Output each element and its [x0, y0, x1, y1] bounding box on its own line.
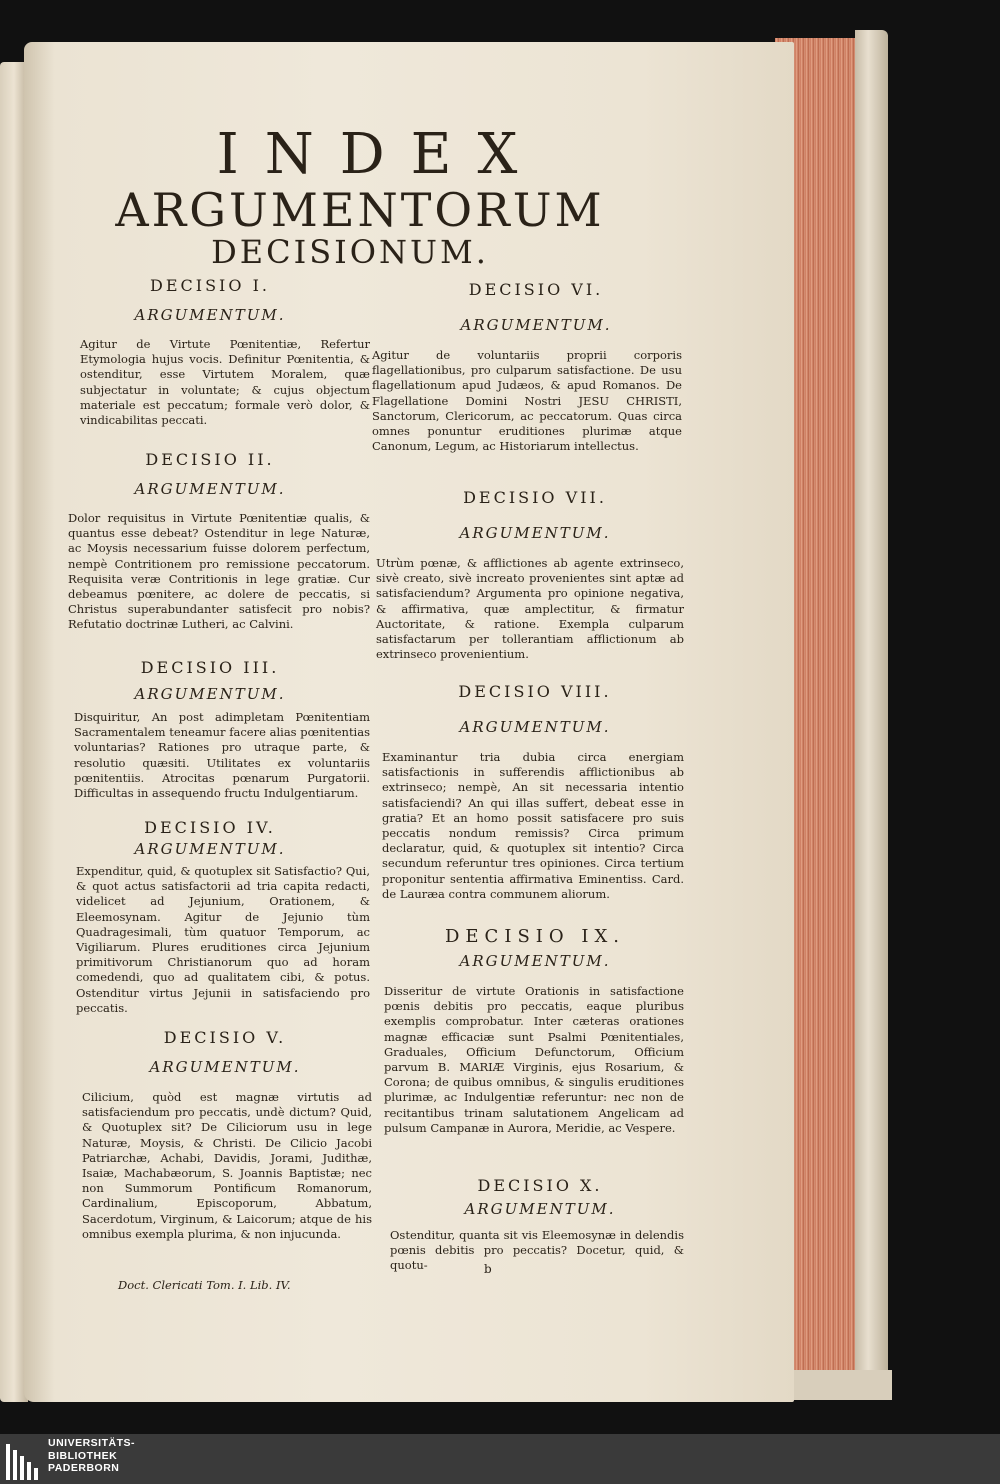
decisio-8-argument-label: ARGUMENTUM. [459, 718, 611, 736]
decisio-9-heading: DECISIO IX. [444, 926, 626, 947]
decisio-1-heading: DECISIO I. [150, 276, 270, 295]
library-logo-icon [6, 1440, 40, 1480]
decisio-7-heading: DECISIO VII. [463, 488, 607, 507]
decisio-1-text: Agitur de Virtute Pœnitentiæ, Refertur Etymologia hujus vocis. Definitur Pœnitentia, & ostenditur, esse Virtutem Moralem, quæ subjectatur in voluntate; & cujus objectum materiale est peccatum; formale verò dolor, & vindicabilitas peccati. [80, 337, 370, 428]
decisio-3-argument-label: ARGUMENTUM. [134, 685, 286, 703]
decisio-7-argument-label: ARGUMENTUM. [459, 524, 611, 542]
decisio-5-argument-label: ARGUMENTUM. [149, 1058, 301, 1076]
decisio-4-text: Expenditur, quid, & quotuplex sit Satisfactio? Qui, & quot actus satisfactorii ad tria capita redacti, videlicet ad Jejunium, Orationem, & Eleemosynam. Agitur de Jejunio tùm Quadragesimali, tùm quatuor Temporum, ac Vigiliarum. Plures eruditiones circa Jejunium primitivorum Christianorum quo ad horam comedendi, quo ad qualitatem cibi, & potus. Ostenditur virtus Jejunii in satisfaciendo pro peccatis. [76, 864, 370, 1015]
library-footer-bar [0, 1434, 1000, 1484]
library-logo-line1: UNIVERSITÄTS- [48, 1437, 136, 1449]
decisio-10-heading: DECISIO X. [477, 1176, 603, 1195]
decisio-6-text: Agitur de voluntariis proprii corporis flagellationibus, pro culparum satisfactione. De usu flagellationum apud Judæos, & apud Romanos. De Flagellatione Domini Nostri JESU CHRISTI, Sanctorum, Clericorum, ac peccatorum. Quas circa omnes ponuntur eruditiones plurimæ atque Canonum, Legum, ac Historiarum intellectus. [372, 348, 682, 454]
decisio-1-argument-label: ARGUMENTUM. [134, 306, 286, 324]
decisio-4-argument-label: ARGUMENTUM. [134, 840, 286, 858]
title-index: INDEX [216, 122, 544, 187]
library-logo-line3: PADERBORN [48, 1462, 120, 1474]
title-decisionum: DECISIONUM. [211, 233, 489, 271]
decisio-5-heading: DECISIO V. [163, 1028, 287, 1047]
decisio-9-text: Disseritur de virtute Orationis in satisfactione pœnis debitis pro peccatis, eaque pluribus exemplis comprobatur. Inter cæteras orationes magnæ efficaciæ sunt Psalmi Pœnitentiales, Graduales, Officium Defunctorum, Officium parvum B. MARIÆ Virginis, ejus Rosarium, & Corona; de quibus omnibus, & singulis eruditiones plurimæ, ac Indulgentiæ referuntur: nec non de recitantibus trinam salutationem Angelicam ad pulsum Campanæ in Aurora, Meridie, ac Vespere. [384, 984, 684, 1135]
decisio-3-text: Disquiritur, An post adimpletam Pœnitentiam Sacramentalem teneamur facere alias pœnitentias voluntarias? Rationes pro utraque parte, & resolutio quæsiti. Utilitates ex voluntariis pœnitentiis. Atrocitas pœnarum Purgatorii. Difficultas in assequendo fructu Indulgentiarum. [74, 710, 370, 801]
decisio-3-heading: DECISIO III. [140, 658, 280, 677]
library-logo-line2: BIBLIOTHEK [48, 1449, 118, 1462]
signature-line: Doct. Clericati Tom. I. Lib. IV. [118, 1278, 291, 1292]
library-logo-text [48, 1437, 135, 1475]
book-cover-edge [855, 30, 888, 1400]
decisio-2-argument-label: ARGUMENTUM. [134, 480, 286, 498]
decisio-6-heading: DECISIO VI. [468, 280, 604, 299]
decisio-4-heading: DECISIO IV. [144, 818, 276, 837]
signature-mark: b [484, 1262, 492, 1276]
decisio-5-text: Cilicium, quòd est magnæ virtutis ad satisfaciendum pro peccatis, undè dictum? Quid, & Quotuplex sit? De Ciliciorum usu in lege Naturæ, Moysis, & Christi. De Cilicio Jacobi Patriarchæ, Achabi, Davidis, Jorami, Judithæ, Isaiæ, Machabæorum, S. Joannis Baptistæ; nec non Summorum Pontificum Romanorum, Cardinalium, Episcoporum, Abbatum, Sacerdotum, Virginum, & Laicorum; atque de his omnibus exempla plurima, & non injucunda. [82, 1090, 372, 1241]
decisio-7-text: Utrùm pœnæ, & afflictiones ab agente extrinseco, sivè creato, sivè increato provenientes sint aptæ ad satisfaciendum? Argumenta pro opinione negativa, & affirmativa, quæ amplectitur, & firmatur Auctoritate, & ratione. Exempla culparum satisfactarum per tollerantiam afflictionum ab extrinseco provenientium. [376, 556, 684, 662]
decisio-10-text: Ostenditur, quanta sit vis Eleemosynæ in delendis pœnis debitis pro peccatis? Docetur, quid, & quotu- [390, 1228, 684, 1273]
decisio-8-heading: DECISIO VIII. [458, 682, 612, 701]
decisio-2-text: Dolor requisitus in Virtute Pœnitentiæ qualis, & quantus esse debeat? Ostenditur in lege Naturæ, ac Moysis necessarium fuisse dolorem perfectum, nempè Contritionem pro remissione peccatorum. Requisita veræ Contritionis in lege gratiæ. Cur debeamus pœnitere, ac dolere de peccatis, si Christus superabundanter satisfecit pro nobis? Refutatio doctrinæ Lutheri, ac Calvini. [68, 511, 370, 632]
decisio-8-text: Examinantur tria dubia circa energiam satisfactionis in sufferendis afflictionibus ab extrinseco; nempè, An sit necessaria intentio satisfaciendi? An qui illas suffert, debeat esse in gratia? Et an homo possit satisfacere pro suis peccatis nondum remissis? Circa primum declaratur, quid, & quotuplex sit intentio? Circa secundum referuntur tres opiniones. Circa tertium proponitur sententia affirmativa Eminentiss. Card. de Lauræa contra communem aliorum. [382, 750, 684, 901]
decisio-9-argument-label: ARGUMENTUM. [459, 952, 611, 970]
title-argumentorum: ARGUMENTORUM [115, 183, 605, 237]
decisio-2-heading: DECISIO II. [145, 450, 275, 469]
decisio-10-argument-label: ARGUMENTUM. [464, 1200, 616, 1218]
decisio-6-argument-label: ARGUMENTUM. [460, 316, 612, 334]
